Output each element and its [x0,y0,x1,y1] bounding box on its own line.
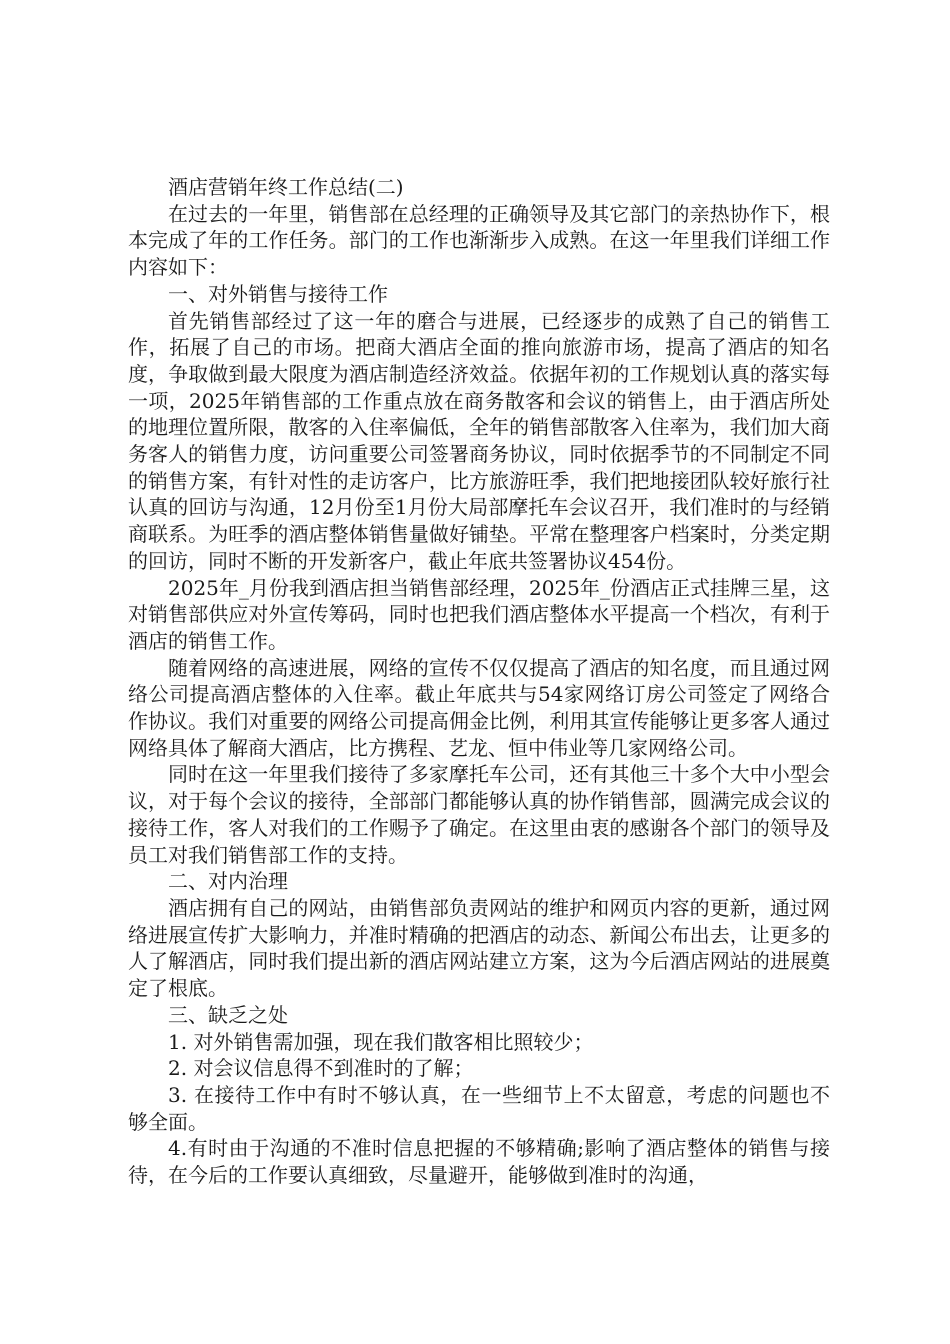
paragraph-intro: 在过去的一年里，销售部在总经理的正确领导及其它部门的亲热协作下，根本完成了年的工作任务。部门的工作也渐渐步入成熟。在这一年里我们详细工作内容如下： [128,201,830,280]
paragraph-meetings: 同时在这一年里我们接待了多家摩托车公司，还有其他三十多个大中小型会议，对于每个会议的接待，全部部门都能够认真的协作销售部，圆满完成会议的接待工作，客人对我们的工作赐予了确定。在这里由衷的感谢各个部门的领导及员工对我们销售部工作的支持。 [128,762,830,867]
list-item-2: 2. 对会议信息得不到准时的了解； [168,1056,474,1081]
paragraph-three-star: 2025年_月份我到酒店担当销售部经理，2025年_份酒店正式挂牌三星，这对销售部供应对外宣传筹码，同时也把我们酒店整体水平提高一个档次，有利于酒店的销售工作。 [128,575,830,653]
paragraph-website: 酒店拥有自己的网站，由销售部负责网站的维护和网页内容的更新，通过网络进展宣传扩大影响力，并准时精确的把酒店的动态、新闻公布出去，让更多的人了解酒店，同时我们提出新的酒店网站建立方案，这为今后酒店网站的进展奠定了根底。 [128,895,830,1001]
section-heading-shortcomings: 三、缺乏之处 [168,1002,288,1027]
list-item-4: 4.有时由于沟通的不准时信息把握的不够精确;影响了酒店整体的销售与接待，在今后的工作要认真细致，尽量避开，能够做到准时的沟通， [128,1136,830,1188]
list-item-1: 1. 对外销售需加强，现在我们散客相比照较少； [168,1029,594,1054]
document-body [128,174,830,1189]
paragraph-network: 随着网络的高速进展，网络的宣传不仅仅提高了酒店的知名度，而且通过网络公司提高酒店整体的入住率。截止年底共与54家网络订房公司签定了网络合作协议。我们对重要的网络公司提高佣金比例，利用其宣传能够让更多客人通过网络具体了解商大酒店，比方携程、艺龙、恒中伟业等几家网络公司。 [128,655,830,760]
section-heading-external-sales: 一、对外销售与接待工作 [168,281,388,306]
document-title: 酒店营销年终工作总结(二) [168,175,404,199]
list-item-3: 3. 在接待工作中有时不够认真，在一些细节上不太留意，考虑的问题也不够全面。 [128,1082,830,1134]
section-heading-internal-management: 二、对内治理 [168,869,288,894]
paragraph-sales-work: 首先销售部经过了这一年的磨合与进展，已经逐步的成熟了自己的销售工作，拓展了自己的市场。把商大酒店全面的推向旅游市场，提高了酒店的知名度，争取做到最大限度为酒店制造经济效益。依据年初的工作规划认真的落实每一项，2025年销售部的工作重点放在商务散客和会议的销售上，由于酒店所处的地理位置所限，散客的入住率偏低，全年的销售部散客入住率为，我们加大商务客人的销售力度，访问重要公司签署商务协议，同时依据季节的不同制定不同的销售方案，有针对性的走访客户，比方旅游旺季，我们把地接团队较好旅行社认真的回访与沟通，12月份至1月份大局部摩托车会议召开，我们准时的与经销商联系。为旺季的酒店整体销售量做好铺垫。平常在整理客户档案时，分类定期的回访，同时不断的开发新客户，截止年底共签署协议454份。 [128,308,830,573]
